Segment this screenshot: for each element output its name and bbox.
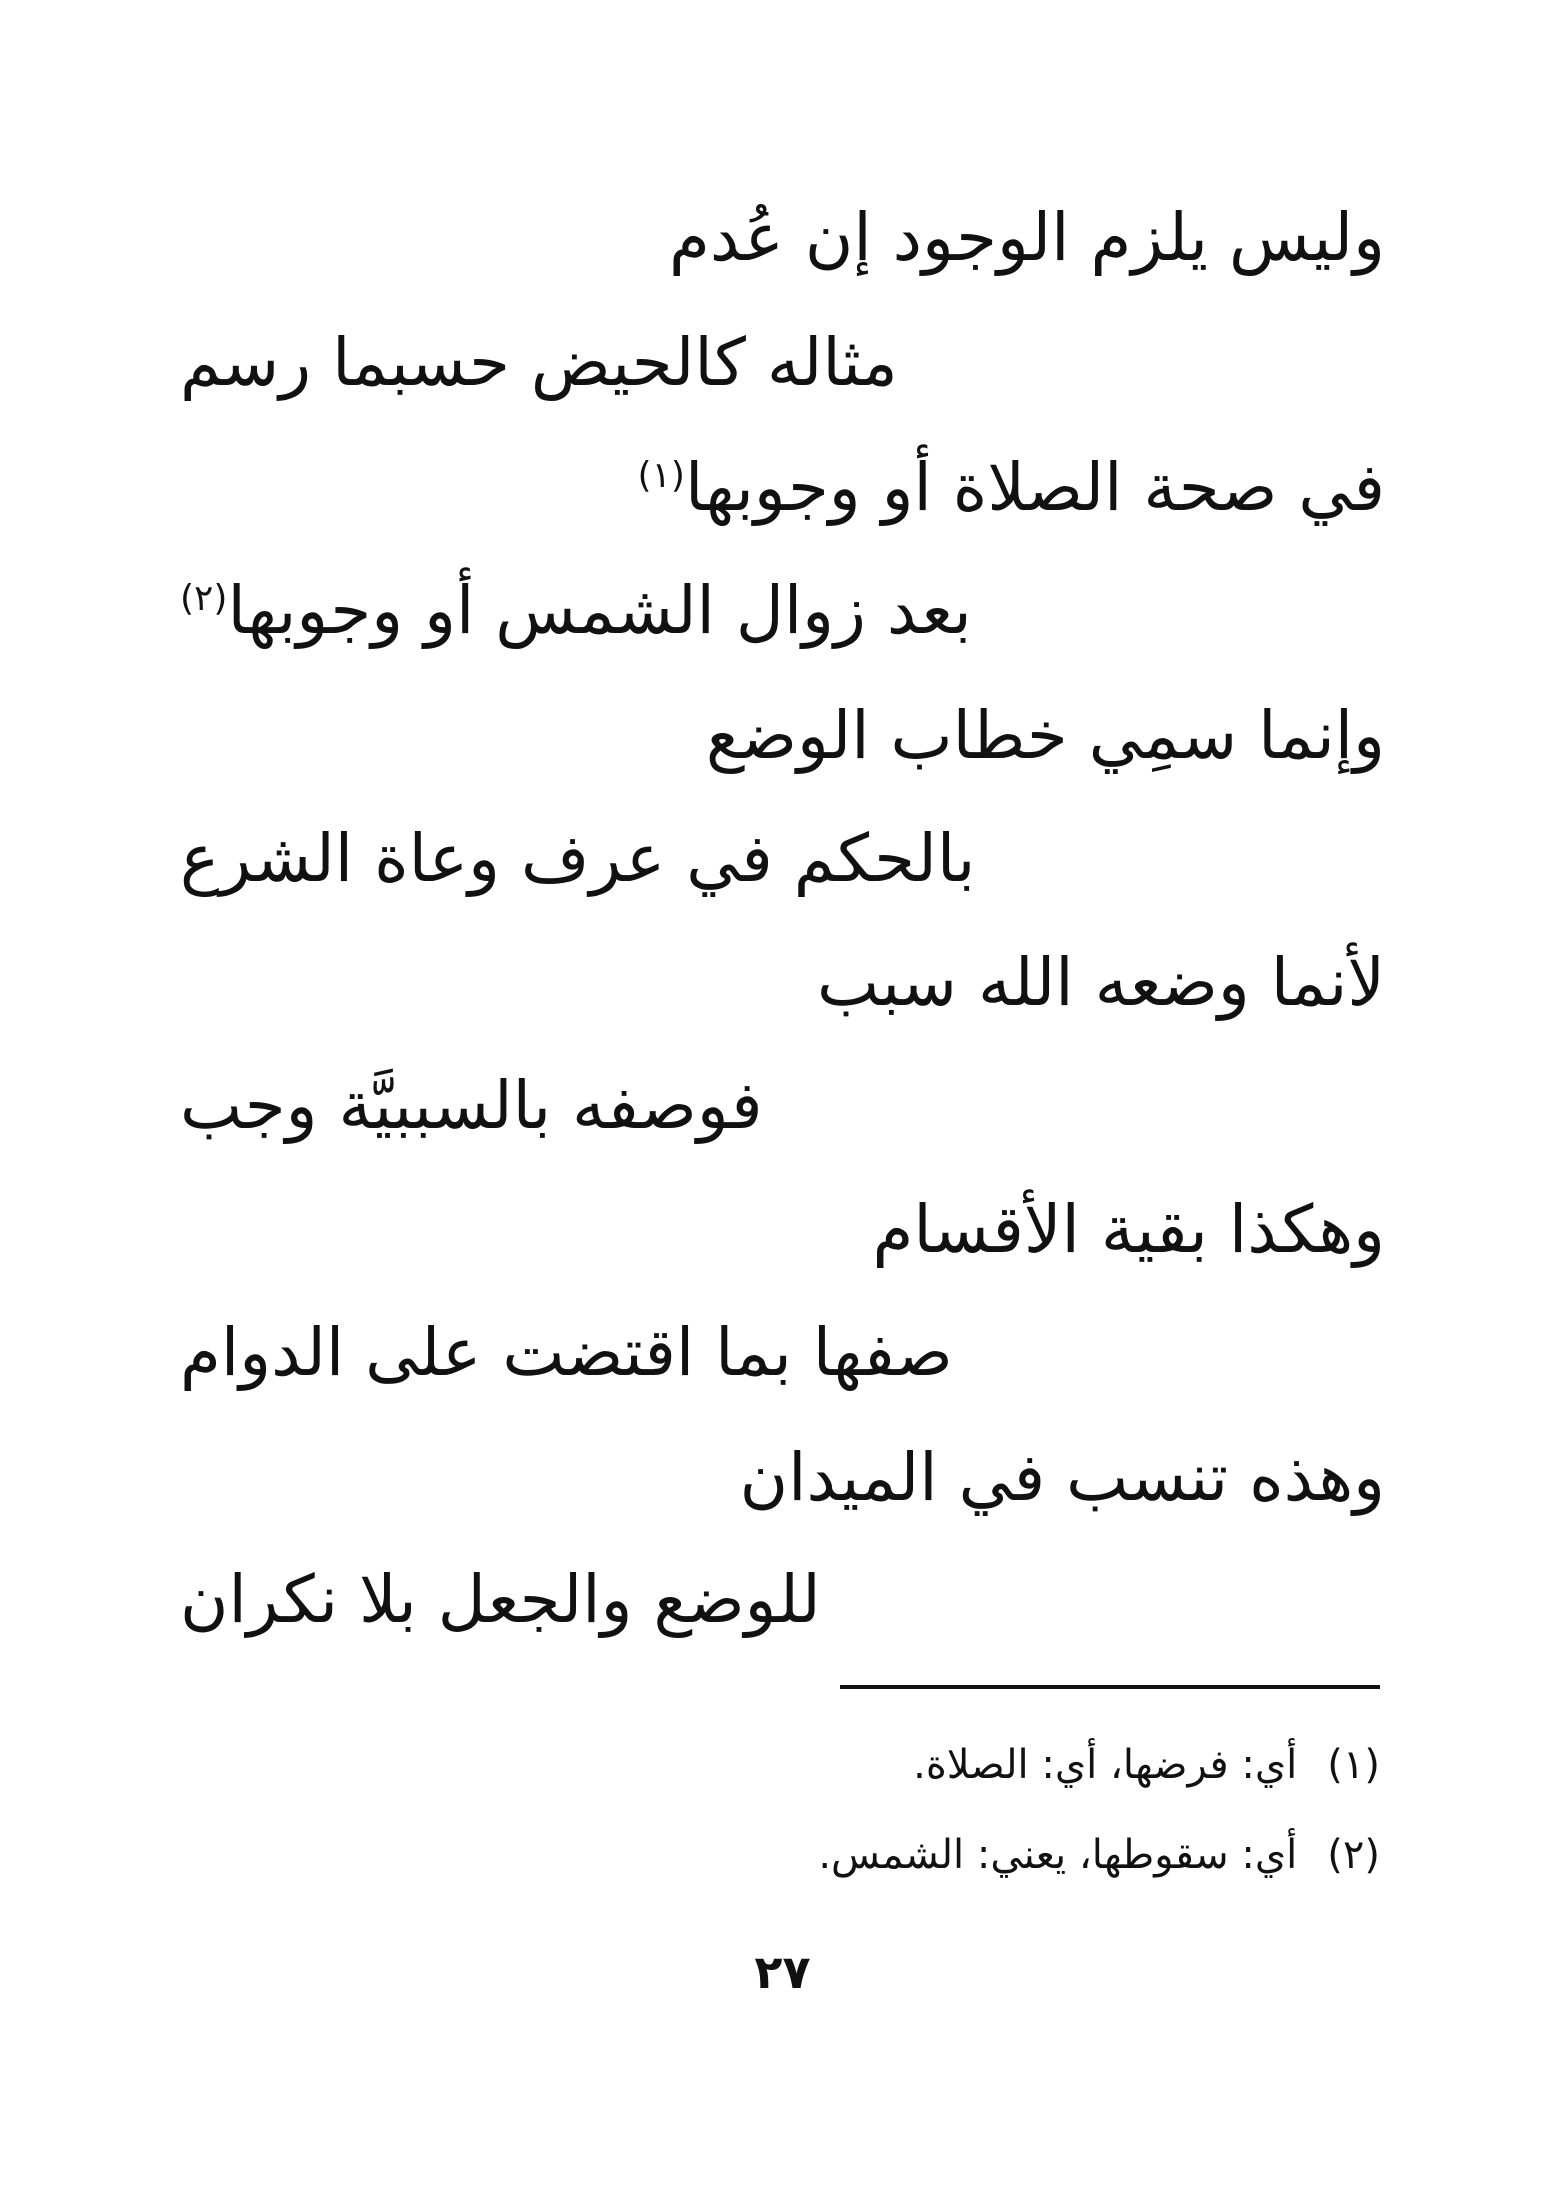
footnote-reference[interactable]: (٢) [180,578,228,619]
footnote-reference[interactable]: (١) [637,455,685,496]
verse-text: في صحة الصلاة أو وجوبها [684,449,1385,526]
verse-text: مثاله كالحيض حسبما رسم [180,324,898,401]
verse-line-7 [816,944,1385,1021]
verse-text: للوضع والجعل بلا نكران [180,1561,821,1638]
verse-text: وهكذا بقية الأقسام [872,1191,1385,1268]
verse-text: لأنما وضعه الله سبب [816,944,1385,1021]
verse-line-3 [637,449,1385,526]
verse-line-10 [180,1314,1090,1391]
footnote-text: أي: سقوطها، يعني: الشمس. [818,1832,1298,1878]
verse-text: بعد زوال الشمس أو وجوبها [227,572,972,649]
verse-line-11 [739,1439,1385,1516]
verse-text: صفها بما اقتضت على الدوام [180,1314,953,1391]
verse-line-4 [180,572,1090,649]
footnote-number: (١) [1327,1742,1380,1788]
verse-line-9 [872,1191,1386,1268]
verse-line-12 [180,1561,1090,1638]
verse-line-1 [669,199,1385,276]
verse-text: فوصفه بالسببيَّة وجب [180,1067,763,1144]
footnote-1 [913,1742,1380,1788]
verse-line-5 [705,697,1385,774]
verse-text: بالحكم في عرف وعاة الشرع [180,820,976,897]
footnote-2 [818,1832,1380,1878]
verse-line-2 [180,324,1090,401]
page-number: ٢٧ [754,1945,811,1999]
footnote-separator [840,1685,1380,1689]
footnote-text: أي: فرضها، أي: الصلاة. [913,1742,1298,1788]
footnote-number: (٢) [1327,1832,1380,1878]
verse-line-6 [180,820,1090,897]
verse-line-8 [180,1067,1090,1144]
verse-text: وإنما سمِي خطاب الوضع [705,697,1385,774]
verse-text: وهذه تنسب في الميدان [739,1439,1385,1516]
verse-text: وليس يلزم الوجود إن عُدم [669,199,1385,276]
